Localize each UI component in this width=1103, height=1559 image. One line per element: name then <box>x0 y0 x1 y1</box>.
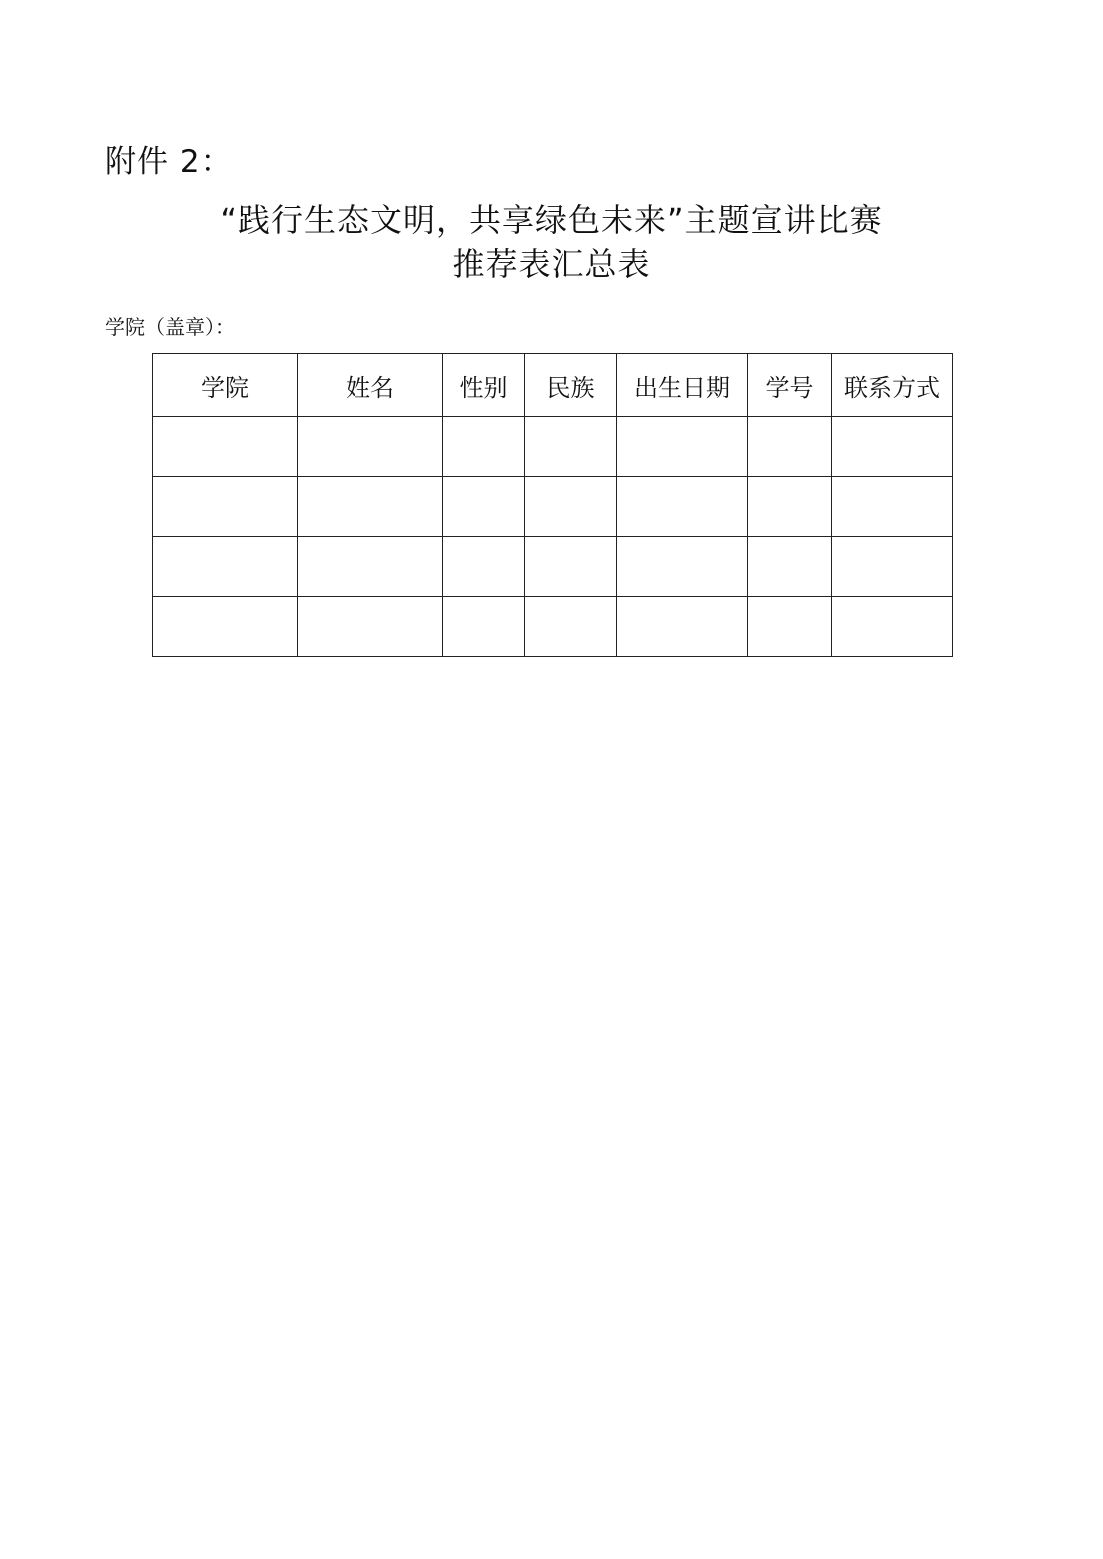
table-cell <box>832 537 953 597</box>
header-student-id: 学号 <box>748 354 832 417</box>
table-cell <box>298 477 443 537</box>
header-contact: 联系方式 <box>832 354 953 417</box>
table-cell <box>748 537 832 597</box>
table-cell <box>153 537 298 597</box>
table-cell <box>443 537 525 597</box>
table-cell <box>617 477 748 537</box>
table-cell <box>153 477 298 537</box>
table-cell <box>832 597 953 657</box>
table-cell <box>153 597 298 657</box>
header-name: 姓名 <box>298 354 443 417</box>
document-title-line-1: “践行生态文明，共享绿色未来”主题宣讲比赛 <box>220 201 883 239</box>
header-gender: 性别 <box>443 354 525 417</box>
table-cell <box>748 417 832 477</box>
table-cell <box>617 597 748 657</box>
table-row <box>153 597 953 657</box>
table-row <box>153 477 953 537</box>
table-cell <box>443 597 525 657</box>
document-title-line-2: 推荐表汇总表 <box>452 245 651 283</box>
table-cell <box>832 477 953 537</box>
table-cell <box>748 597 832 657</box>
table-cell <box>153 417 298 477</box>
header-college: 学院 <box>153 354 298 417</box>
table-cell <box>748 477 832 537</box>
table-header-row <box>153 354 953 417</box>
table-cell <box>298 597 443 657</box>
attachment-label: 附件 2： <box>105 144 233 180</box>
header-ethnicity: 民族 <box>525 354 617 417</box>
table-cell <box>617 537 748 597</box>
table-cell <box>525 597 617 657</box>
table-cell <box>443 477 525 537</box>
table-cell <box>298 537 443 597</box>
college-stamp-label: 学院（盖章）： <box>105 315 235 339</box>
table-cell <box>617 417 748 477</box>
header-birth-date: 出生日期 <box>617 354 748 417</box>
table-row <box>153 537 953 597</box>
table-cell <box>832 417 953 477</box>
table-cell <box>525 537 617 597</box>
table-cell <box>525 477 617 537</box>
table-cell <box>525 417 617 477</box>
recommendation-summary-table <box>152 353 953 657</box>
table-row <box>153 417 953 477</box>
table-cell <box>298 417 443 477</box>
table-cell <box>443 417 525 477</box>
